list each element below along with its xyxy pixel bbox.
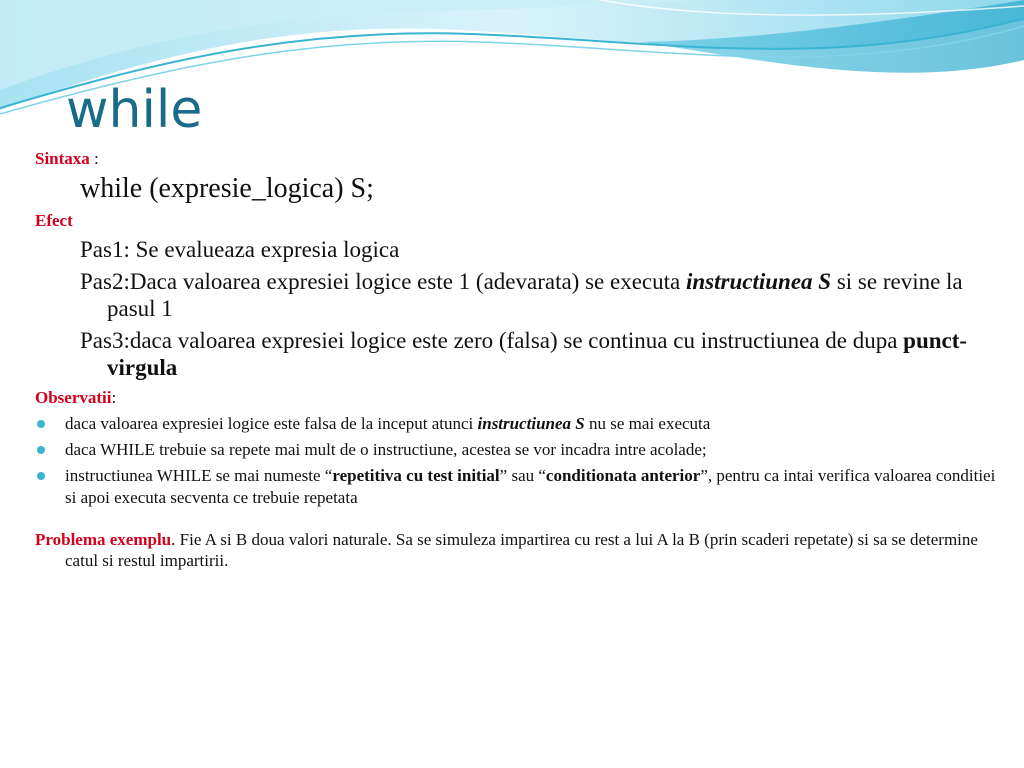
observations-heading xyxy=(35,387,1000,409)
bullet-dot-icon xyxy=(37,446,45,454)
step-2-text: Pas2:Daca valoarea expresiei logice este 1 (adevarata) se executa xyxy=(80,269,686,294)
observation-item-1 xyxy=(35,413,1000,435)
effect-step-1 xyxy=(80,236,1000,263)
problem-example xyxy=(35,529,1000,571)
effect-heading xyxy=(35,210,1000,232)
syntax-separator: : xyxy=(89,149,99,168)
effect-steps xyxy=(35,236,1000,381)
syntax-label: Sintaxa xyxy=(35,149,90,168)
observation-3-text-after: ”, pentru ca intai verifica valoarea conditiei si apoi executa secventa ce trebuie repetata xyxy=(65,466,996,507)
observation-3-text: instructiunea WHILE se mai numeste “ xyxy=(65,466,333,485)
observation-item-3 xyxy=(35,465,1000,509)
observation-3-emphasis-2: conditionata anterior xyxy=(545,466,701,485)
effect-step-2 xyxy=(80,268,1000,322)
observation-1-emphasis: instructiunea S xyxy=(477,414,585,433)
slide-title: while xyxy=(66,80,203,140)
step-3-emphasis: punct-virgula xyxy=(107,328,968,380)
slide-body xyxy=(35,148,1000,571)
observation-3-emphasis-1: repetitiva cu test initial xyxy=(332,466,500,485)
effect-label: Efect xyxy=(35,211,73,230)
observations-list xyxy=(35,413,1000,509)
observation-2-text: daca WHILE trebuie sa repete mai mult de o instructiune, acestea se vor incadra intre acolade; xyxy=(65,440,707,459)
syntax-code: while (expresie_logica) S; xyxy=(80,173,374,204)
problem-label: Problema exemplu xyxy=(35,530,172,549)
observations-separator: : xyxy=(111,388,117,407)
step-3-text: Pas3:daca valoarea expresiei logice este zero (falsa) se continua cu instructiunea de dupa xyxy=(80,328,904,353)
step-2-emphasis: instructiunea S xyxy=(685,269,832,294)
bullet-dot-icon xyxy=(37,420,45,428)
observation-item-2 xyxy=(35,439,1000,461)
syntax-heading xyxy=(35,148,1000,170)
observation-3-text-middle: ” sau “ xyxy=(499,466,546,485)
problem-text: . Fie A si B doua valori naturale. Sa se simuleza impartirea cu rest a lui A la B (prin scaderi repetate) si sa se determine catul si restul impartirii. xyxy=(65,530,978,570)
step-1-text: Pas1: Se evalueaza expresia logica xyxy=(80,237,400,262)
effect-step-3 xyxy=(80,327,1000,381)
observations-label: Observatii xyxy=(35,388,112,407)
observation-1-text-after: nu se mai executa xyxy=(584,414,711,433)
bullet-dot-icon xyxy=(37,472,45,480)
observation-1-text: daca valoarea expresiei logice este falsa de la inceput atunci xyxy=(65,414,478,433)
step-2-text-after: si se revine la pasul 1 xyxy=(107,269,963,321)
